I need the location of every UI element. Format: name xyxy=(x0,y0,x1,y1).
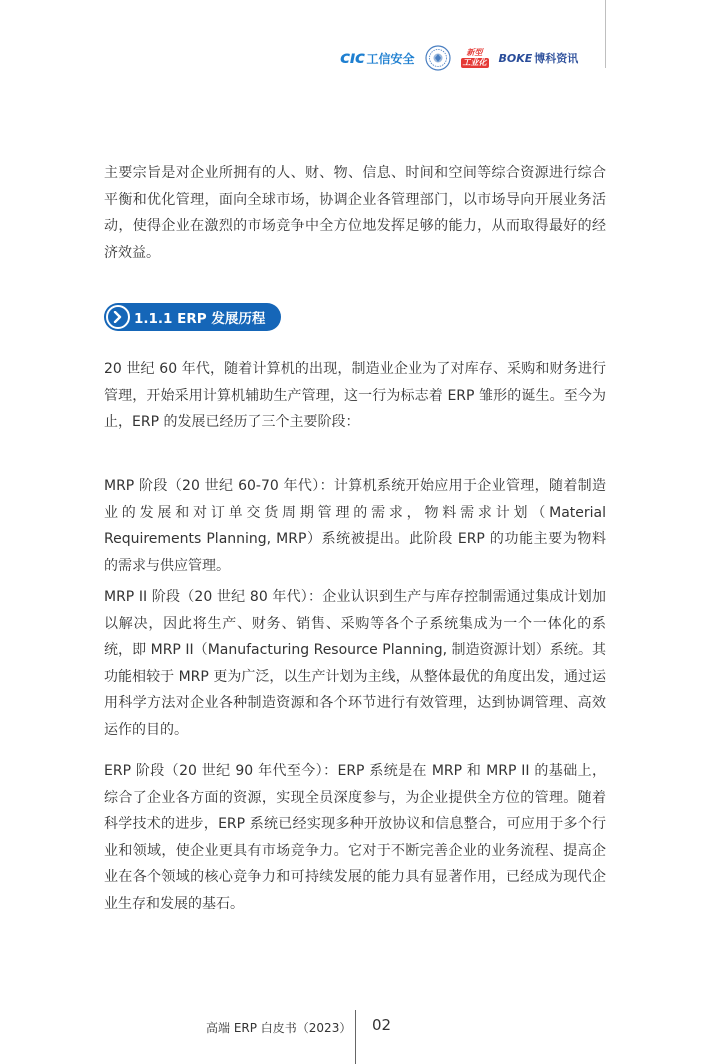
section-heading xyxy=(104,303,281,331)
mrp-stage-paragraph: MRP 阶段（20 世纪 60-70 年代）：计算机系统开始应用于企业管理，随着制造业的发展和对订单交货周期管理的需求，物料需求计划（Material Requirements Planning, MRP）系统被提出。此阶段 ERP 的功能主要为物料的需求与供应管理。 xyxy=(104,478,606,574)
boke-logo-cn: 博科资讯 xyxy=(534,52,579,65)
seal-logo-icon xyxy=(425,45,451,71)
cic-logo-mark: cıc xyxy=(340,48,365,68)
history-paragraph: 20 世纪 60 年代，随着计算机的出现，制造业企业为了对库存、采购和财务进行管理，开始采用计算机辅助生产管理，这一行为标志着 ERP 雏形的诞生。至今为止，ERP 的发展已经历了三个主要阶段： xyxy=(104,361,606,430)
header-divider xyxy=(605,0,606,68)
new-industrialization-logo xyxy=(459,44,491,72)
page-number: 02 xyxy=(372,1016,392,1034)
chevron-right-icon xyxy=(106,305,130,329)
cic-logo xyxy=(340,48,415,68)
erp-stage-paragraph: ERP 阶段（20 世纪 90 年代至今）：ERP 系统是在 MRP 和 MRP II 的基础上，综合了企业各方面的资源，实现全员深度参与，为企业提供全方位的管理。随着科学技术的进步，ERP 系统已经实现多种开放协议和信息整合，可应用于多个行业和领域，使企业更具有市场竞争力。它对于不断完善企业的业务流程、提高企业在各个领域的核心竞争力和可持续发展的能力具有显著作用，已经成为现代企业生存和发展的基石。 xyxy=(104,763,606,912)
boke-logo-en: BOKE xyxy=(498,51,533,65)
intro-paragraph: 主要宗旨是对企业所拥有的人、财、物、信息、时间和空间等综合资源进行综合平衡和优化管理，面向全球市场，协调企业各管理部门，以市场导向开展业务活动，使得企业在激烈的市场竞争中全方位地发挥足够的能力，从而取得最好的经济效益。 xyxy=(104,165,606,261)
new-industrialization-line2: 工业化 xyxy=(462,58,487,67)
section-title: 1.1.1 ERP 发展历程 xyxy=(134,311,266,327)
cic-logo-text: 工信安全 xyxy=(366,51,415,66)
boke-logo xyxy=(499,50,579,66)
footer-divider xyxy=(355,1010,356,1064)
new-industrialization-line1: 新型 xyxy=(466,48,483,57)
footer-title: 高端 ERP 白皮书（2023） xyxy=(206,1021,352,1035)
mrp2-stage-paragraph: MRP II 阶段（20 世纪 80 年代）：企业认识到生产与库存控制需通过集成计划加以解决，因此将生产、财务、销售、采购等各个子系统集成为一个一体化的系统，即 MRP II（Manufacturing Resource Planning, 制造资源计划）系统。其功能相较于 MRP 更为广泛，以生产计划为主线，从整体最优的角度出发，通过运用科学方法对企业各种制造资源和各个环节进行有效管理，达到协调管理、高效运作的目的。 xyxy=(104,589,606,738)
header-logos xyxy=(340,44,578,72)
